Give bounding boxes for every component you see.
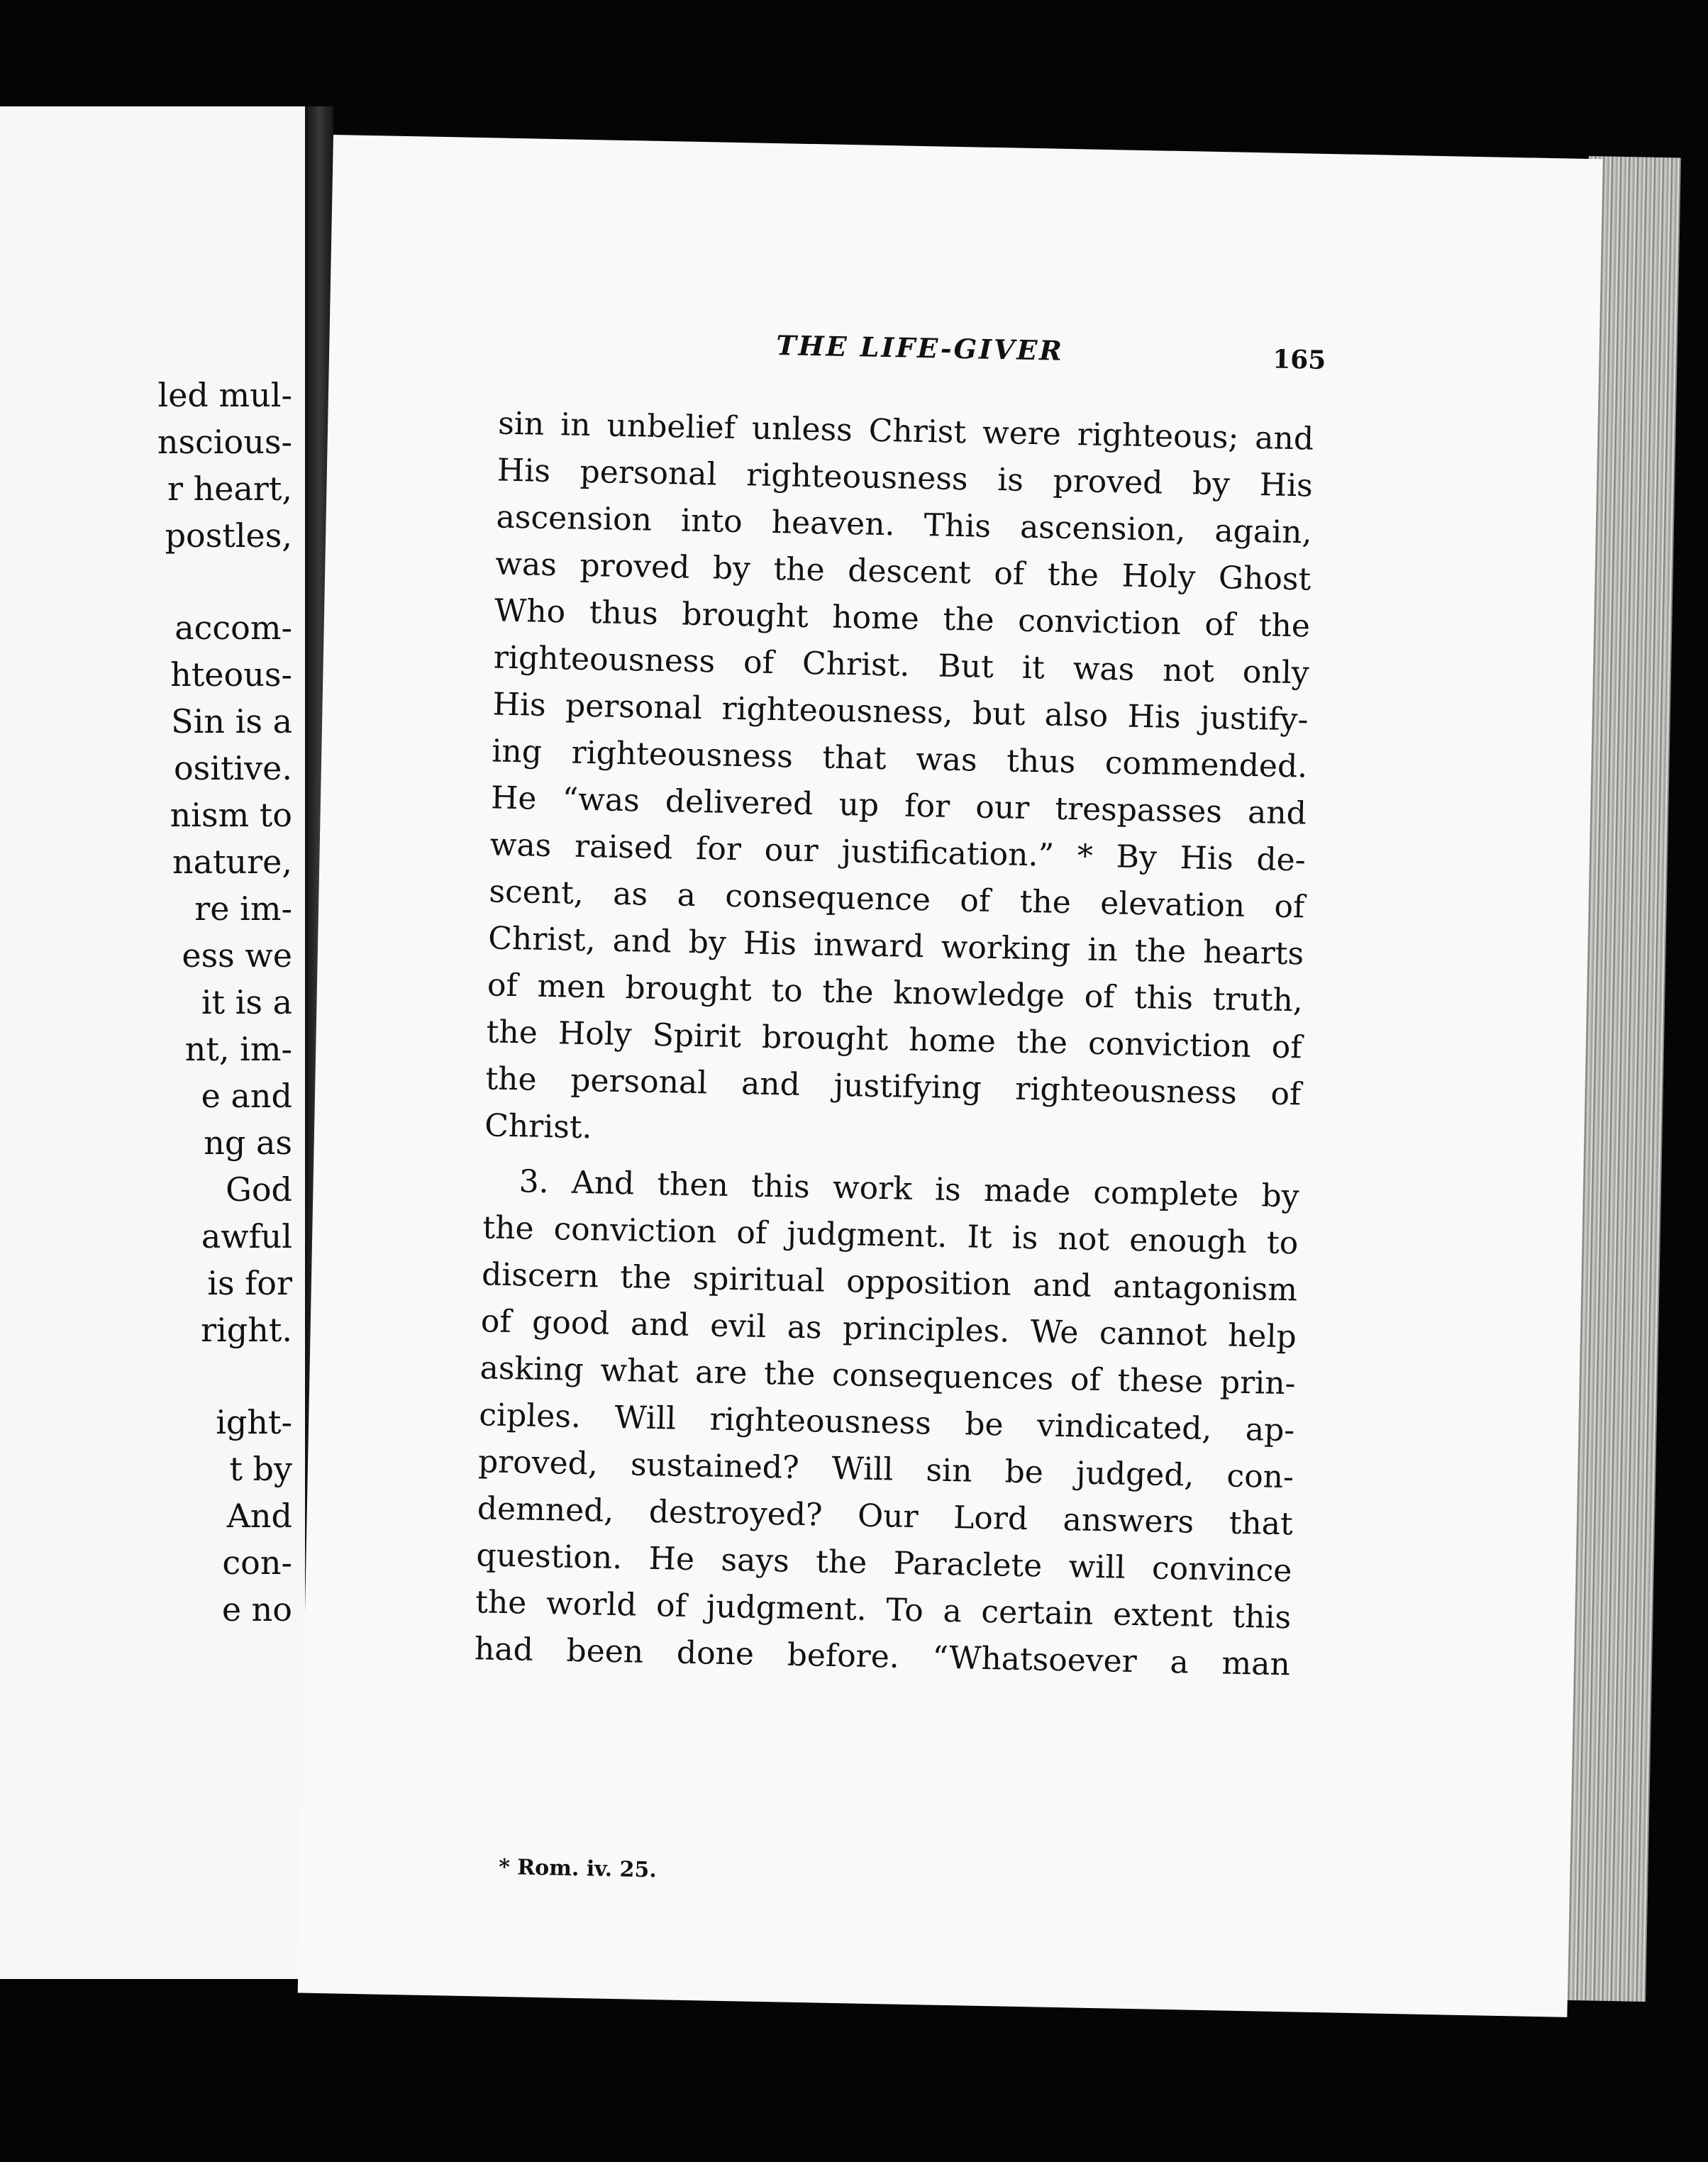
left-line: re im- xyxy=(194,889,292,928)
left-line: nscious- xyxy=(157,423,292,461)
text-line: was raised for our justification.” * By His de- xyxy=(489,826,1307,879)
text-line: sin in unbelief unless Christ were righteous; and xyxy=(497,405,1314,458)
left-line: ight- xyxy=(216,1403,292,1441)
text-line: He “was delivered up for our trespasses and xyxy=(490,780,1307,832)
left-line: is for xyxy=(207,1264,292,1302)
text-line: demned, destroyed? Our Lord answers that xyxy=(477,1490,1294,1543)
left-line: ng as xyxy=(204,1124,292,1162)
text-line: Christ. xyxy=(484,1107,593,1146)
left-line-gap xyxy=(0,559,292,604)
left-line: awful xyxy=(201,1217,292,1255)
text-line: Christ, and by His inward working in the hearts xyxy=(487,920,1304,972)
left-line: t by xyxy=(229,1450,292,1488)
text-line: His personal righteousness is proved by His xyxy=(497,452,1314,504)
left-line-gap xyxy=(0,1353,292,1399)
text-line: the personal and justifying righteousness of xyxy=(485,1060,1302,1113)
text-line: of men brought to the knowledge of this truth, xyxy=(487,967,1304,1019)
text-line: 3. And then this work is made complete by xyxy=(518,1163,1300,1215)
left-line: con- xyxy=(222,1543,292,1582)
running-head xyxy=(329,321,1599,387)
text-line: asking what are the consequences of these prin- xyxy=(479,1350,1296,1402)
left-line: God xyxy=(226,1170,292,1209)
text-line: His personal righteousness, but also His justify- xyxy=(492,686,1309,738)
left-line: hteous- xyxy=(170,655,292,694)
left-page-text xyxy=(0,372,292,1633)
text-line: of good and evil as principles. We cannot help xyxy=(480,1303,1297,1356)
text-line: the Holy Spirit brought home the conviction of xyxy=(486,1014,1303,1066)
left-line: right. xyxy=(201,1311,292,1349)
body-text xyxy=(474,401,1314,1689)
left-line: led mul- xyxy=(157,376,292,414)
left-line: ositive. xyxy=(173,749,292,787)
left-line: nt, im- xyxy=(184,1030,292,1068)
text-line: had been done before. “Whatsoever a man xyxy=(474,1631,1291,1683)
text-line: the conviction of judgment. It is not enough to xyxy=(482,1209,1299,1262)
text-line: discern the spiritual opposition and antagonism xyxy=(481,1256,1298,1309)
footnote: * Rom. iv. 25. xyxy=(498,1854,658,1883)
text-line: righteousness of Christ. But it was not only xyxy=(493,639,1310,692)
left-line: e no xyxy=(221,1590,292,1629)
text-line: the world of judgment. To a certain extent this xyxy=(475,1584,1292,1636)
left-page xyxy=(0,106,315,1979)
left-line: it is a xyxy=(201,983,292,1021)
text-line: question. He says the Paraclete will convince xyxy=(476,1537,1292,1590)
left-line: nature, xyxy=(172,843,292,881)
left-line: e and xyxy=(201,1077,292,1115)
text-line: was proved by the descent of the Holy Ghost xyxy=(494,545,1312,598)
left-line: Sin is a xyxy=(171,702,292,741)
text-line: Who thus brought home the conviction of the xyxy=(494,592,1311,645)
left-line: nism to xyxy=(170,796,292,834)
left-line: And xyxy=(226,1497,292,1535)
left-line: accom- xyxy=(174,609,292,647)
left-line: r heart, xyxy=(167,470,292,508)
page-number: 165 xyxy=(1272,344,1326,375)
text-line: proved, sustained? Will sin be judged, con- xyxy=(477,1443,1294,1496)
text-line: ascension into heaven. This ascension, again, xyxy=(496,499,1312,551)
text-line: ing righteousness that was thus commended. xyxy=(491,733,1308,785)
text-line: ciples. Will righteousness be vindicated, ap- xyxy=(478,1397,1295,1449)
text-line: scent, as a consequence of the elevation of xyxy=(489,873,1305,926)
right-page xyxy=(298,135,1603,2017)
running-title: THE LIFE-GIVER xyxy=(775,329,1065,367)
left-line: postles, xyxy=(165,516,292,555)
left-line: ess we xyxy=(182,936,292,975)
